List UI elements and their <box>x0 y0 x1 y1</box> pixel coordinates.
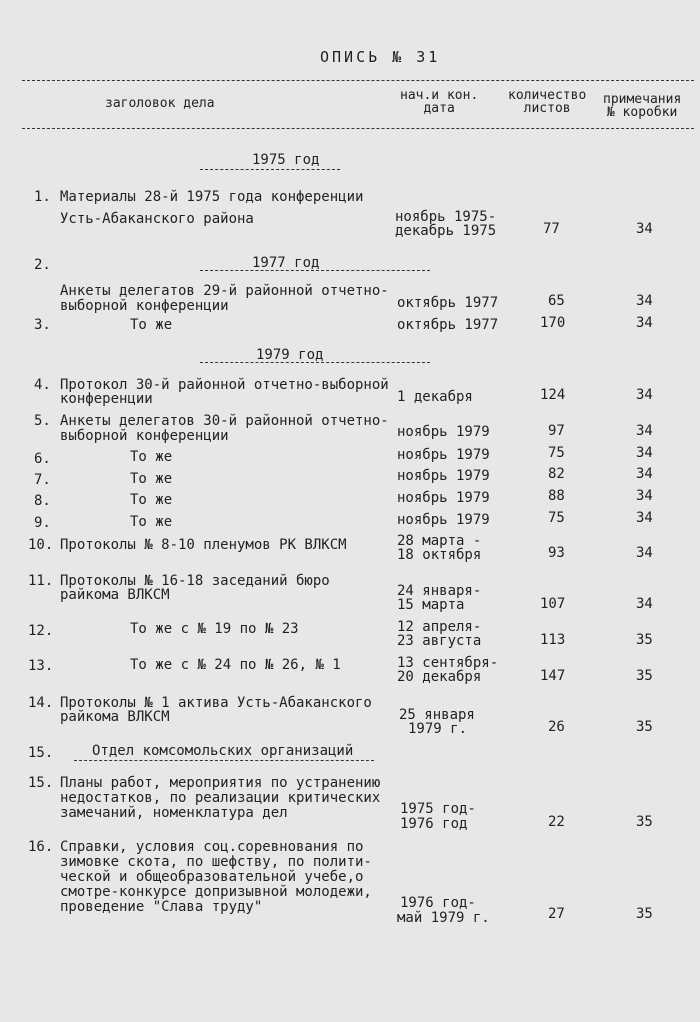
row-title-line: Протоколы № 1 актива Усть-Абаканского <box>60 695 372 711</box>
row-box: 34 <box>636 423 653 439</box>
row-box: 34 <box>636 387 653 403</box>
section-number: 15. <box>28 745 54 761</box>
row-box: 35 <box>636 632 653 648</box>
row-sheets: 97 <box>548 423 565 439</box>
row-dates-line: ноябрь 1979 <box>397 512 490 528</box>
row-dates-line: 13 сентября- <box>397 655 499 671</box>
row-title-line: выборной конференции <box>60 298 229 314</box>
row-dates-line: ноябрь 1979 <box>397 424 490 440</box>
row-dates-line: октябрь 1977 <box>397 317 499 333</box>
dept-rule <box>74 760 374 761</box>
row-number: 12. <box>28 623 54 639</box>
row-sheets: 65 <box>548 293 565 309</box>
row-number: 9. <box>34 515 51 531</box>
row-title-line: Протоколы № 16-18 заседаний бюро <box>60 573 330 589</box>
row-box: 34 <box>636 293 653 309</box>
row-title-line: конференции <box>60 391 153 407</box>
section-year-1975: 1975 год <box>252 152 320 168</box>
row-title-line: То же с № 24 по № 26, № 1 <box>130 657 341 673</box>
row-box: 34 <box>636 466 653 482</box>
row-title-line: Материалы 28-й 1975 года конференции <box>60 189 364 205</box>
row-number: 14. <box>28 695 54 711</box>
row-dates-line: декабрь 1975 <box>395 223 497 239</box>
row-title-line: замечаний, номенклатура дел <box>60 805 288 821</box>
row-sheets: 147 <box>540 668 566 684</box>
col-header-notes-line2: № коробки <box>606 105 678 120</box>
col-header-sheets-line1: количество <box>508 88 587 103</box>
col-header-notes <box>603 93 681 119</box>
col-header-sheets-line2: листов <box>523 101 571 116</box>
row-box: 34 <box>636 510 653 526</box>
row-number: 3. <box>34 317 51 333</box>
row-sheets: 22 <box>548 814 565 830</box>
row-title-line: проведение "Слава труду" <box>60 899 263 915</box>
row-title-line: Анкеты делегатов 30-й районной отчетно- <box>60 413 389 429</box>
row-title-line: То же с № 19 по № 23 <box>130 621 299 637</box>
row-title-line: райкома ВЛКСМ <box>60 587 170 603</box>
row-title-line: Справки, условия соц.соревнования по <box>60 839 364 855</box>
section-department: Отдел комсомольских организаций <box>92 743 354 759</box>
row-dates-line: 20 декабря <box>397 669 482 685</box>
row-sheets: 88 <box>548 488 565 504</box>
row-number: 10. <box>28 537 54 553</box>
row-number: 13. <box>28 658 54 674</box>
section-year-1977: 1977 год <box>252 255 320 271</box>
row-box: 34 <box>636 596 653 612</box>
row-box: 34 <box>636 488 653 504</box>
row-box: 35 <box>636 814 653 830</box>
row-box: 34 <box>636 221 653 237</box>
row-title-line: То же <box>130 449 173 465</box>
row-number: 6. <box>34 451 51 467</box>
row-dates-line: ноябрь 1975- <box>395 209 497 225</box>
row-sheets: 93 <box>548 545 565 561</box>
row-dates-line: ноябрь 1979 <box>397 447 490 463</box>
year-1975-rule <box>200 169 340 170</box>
row-title-line: То же <box>130 514 173 530</box>
section-year-1979: 1979 год <box>256 347 324 363</box>
row-number: 7. <box>34 472 51 488</box>
row-dates-line: 28 марта - <box>397 533 482 549</box>
col-header-dates-line1: нач.и кон. <box>400 88 479 103</box>
row-dates-line: 1979 г. <box>408 721 468 737</box>
col-header-dates <box>400 89 478 115</box>
row-dates-line: 15 марта <box>397 597 465 613</box>
row-number: 1. <box>34 189 51 205</box>
row-sheets: 77 <box>543 221 560 237</box>
row-box: 34 <box>636 315 653 331</box>
row-box: 34 <box>636 545 653 561</box>
row-title-line: ческой и общеобразовательной учебе,о <box>60 869 364 885</box>
row-dates-line: 23 августа <box>397 633 482 649</box>
row-box: 34 <box>636 445 653 461</box>
row-number: 8. <box>34 493 51 509</box>
row-sheets: 82 <box>548 466 565 482</box>
row-sheets: 26 <box>548 719 565 735</box>
row-sheets: 75 <box>548 510 565 526</box>
header-bottom-rule <box>22 128 694 129</box>
row-title-line: недостатков, по реализации критических <box>60 790 381 806</box>
row-dates-line: 24 января- <box>397 583 482 599</box>
row-number: 5. <box>34 413 51 429</box>
row-sheets: 75 <box>548 445 565 461</box>
row-title-line: То же <box>130 471 173 487</box>
row-number: 16. <box>28 839 54 855</box>
header-top-rule <box>22 80 694 81</box>
row-dates-line: 1 декабря <box>397 389 473 405</box>
row-sheets: 27 <box>548 906 565 922</box>
row-title-line: Планы работ, мероприятия по устранению <box>60 775 381 791</box>
row-title-line: смотре-конкурсе допризывной молодежи, <box>60 884 372 900</box>
row-sheets: 113 <box>540 632 566 648</box>
row-dates-line: 25 января <box>399 707 475 723</box>
row-title-line: То же <box>130 317 173 333</box>
row-title-line: Протоколы № 8-10 пленумов РК ВЛКСМ <box>60 537 347 553</box>
row-title-line: райкома ВЛКСМ <box>60 709 170 725</box>
col-header-notes-line1: примечания <box>603 92 682 107</box>
row-sheets: 170 <box>540 315 566 331</box>
row-sheets: 107 <box>540 596 566 612</box>
row-dates-line: 1975 год- <box>400 801 476 817</box>
row-dates-line: 1976 год- <box>400 895 476 911</box>
row-title-line: Анкеты делегатов 29-й районной отчетно- <box>60 283 389 299</box>
row-dates-line: октябрь 1977 <box>397 295 499 311</box>
col-header-dates-line2: дата <box>423 101 455 116</box>
row-sheets: 124 <box>540 387 566 403</box>
row-dates-line: май 1979 г. <box>397 910 490 926</box>
col-header-sheets <box>508 89 586 115</box>
row-box: 35 <box>636 719 653 735</box>
row-dates-line: ноябрь 1979 <box>397 490 490 506</box>
row-number: 11. <box>28 573 54 589</box>
row-title-line: выборной конференции <box>60 428 229 444</box>
row-dates-line: 1976 год <box>400 816 468 832</box>
row-title-line: зимовке скота, по шефству, по полити- <box>60 854 372 870</box>
row-dates-line: 12 апреля- <box>397 619 482 635</box>
row-number: 15. <box>28 775 54 791</box>
row-box: 35 <box>636 906 653 922</box>
row-title-line: То же <box>130 492 173 508</box>
col-header-title: заголовок дела <box>105 96 215 111</box>
document-title: ОПИСЬ № 31 <box>320 48 441 66</box>
row-number: 2. <box>34 257 51 273</box>
row-number: 4. <box>34 377 51 393</box>
row-dates-line: 18 октября <box>397 547 482 563</box>
row-title-line: Усть-Абаканского района <box>60 211 254 227</box>
row-box: 35 <box>636 668 653 684</box>
row-dates-line: ноябрь 1979 <box>397 468 490 484</box>
row-title-line: Протокол 30-й районной отчетно-выборной <box>60 377 389 393</box>
